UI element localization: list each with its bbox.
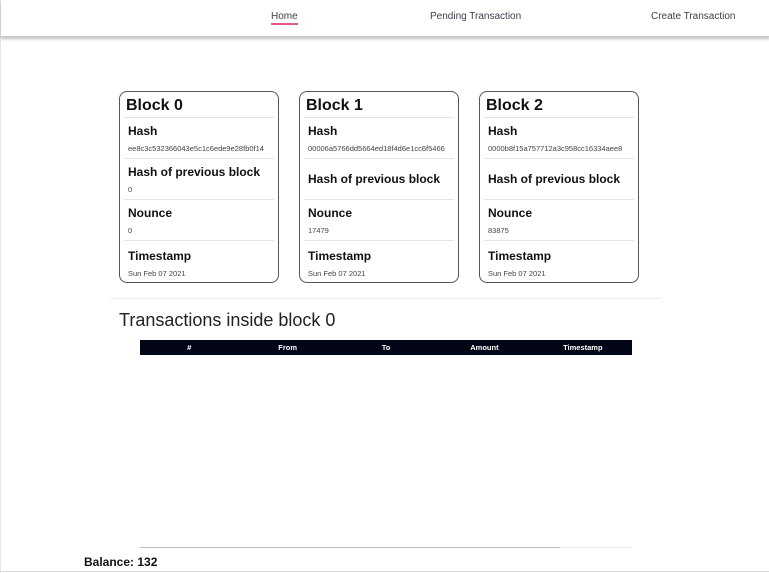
nonce-row [124,200,274,241]
block-title: Block 1 [304,92,454,118]
previous-hash-row [304,159,454,200]
previous-hash-row [484,159,634,200]
col-from: From [278,343,297,352]
timestamp-label: Timestamp [128,248,192,263]
nonce-row [484,200,634,241]
col-timestamp: Timestamp [563,343,603,352]
nav-create-transaction[interactable]: Create Transaction [651,11,736,22]
timestamp-row [304,241,454,283]
timestamp-value: Sun Feb 07 2021 [488,268,546,278]
previous-hash-label: Hash of previous block [308,172,441,186]
block-title: Block 2 [484,92,634,118]
balance: Balance: 132 [84,555,158,569]
hash-value: 00006a5766dd5664ed18f4d6e1cc6f5466 [308,143,445,153]
col-to: To [381,343,391,352]
nav-pending-transaction[interactable]: Pending Transaction [430,11,522,22]
block-card-2[interactable] [479,91,639,283]
timestamp-value: Sun Feb 07 2021 [128,268,186,278]
timestamp-row [484,241,634,283]
col-amount: Amount [470,343,499,352]
hash-row [304,118,454,159]
hash-value: ee8c3c532366043e5c1c6ede9e28fb0f14 [128,143,264,153]
nonce-label: Nounce [488,205,533,220]
scrollbar-track [560,547,632,548]
block-card-0[interactable] [119,91,279,283]
block-card-1[interactable] [299,91,459,283]
divider [109,298,661,299]
previous-hash-label: Hash of previous block [488,172,621,186]
hash-label: Hash [308,123,338,138]
previous-hash-value: 0 [128,184,133,194]
transactions-title: Transactions inside block 0 [119,310,336,330]
footer-border [1,571,769,572]
top-nav [1,0,769,37]
hash-label: Hash [128,123,158,138]
nonce-value: 83875 [488,225,509,235]
nonce-row [304,200,454,241]
horizontal-scrollbar[interactable] [140,547,560,548]
timestamp-value: Sun Feb 07 2021 [308,268,366,278]
timestamp-label: Timestamp [488,248,552,263]
transactions-table-header [140,340,632,355]
nonce-value: 0 [128,225,133,235]
hash-value: 0000b8f15a757712a3c958cc16334aee8 [488,143,623,153]
nav-home[interactable]: Home [271,11,298,25]
block-title: Block 0 [124,92,274,118]
hash-row [484,118,634,159]
timestamp-label: Timestamp [308,248,372,263]
timestamp-row [124,241,274,283]
nonce-label: Nounce [128,205,173,220]
col-number: # [187,343,192,352]
hash-row [124,118,274,159]
previous-hash-row [124,159,274,200]
nonce-value: 17479 [308,225,329,235]
hash-label: Hash [488,123,518,138]
nonce-label: Nounce [308,205,353,220]
previous-hash-label: Hash of previous block [128,164,261,179]
